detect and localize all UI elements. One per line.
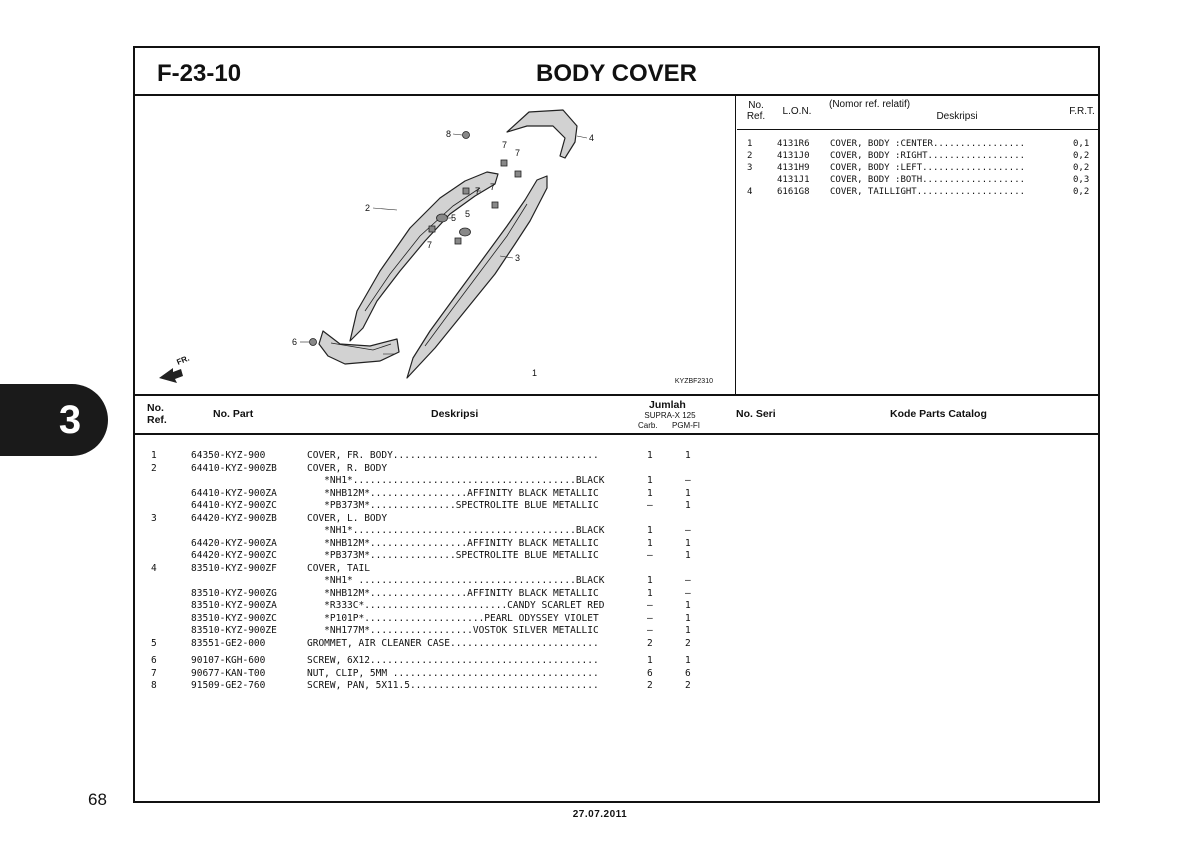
table-row: 64410-KYZ-900ZA *NHB12M*.................AFFINITY BLACK METALLIC 1 1 (191, 487, 691, 499)
table-row: 3 64420-KYZ-900ZB COVER, L. BODY (151, 512, 388, 524)
table-row: 83510-KYZ-900ZC *P101P*.....................PEARL ODYSSEY VIOLET – 1 (191, 612, 691, 624)
table-row: 64410-KYZ-900ZC *PB373M*...............SPECTROLITE BLUE METALLIC – 1 (191, 500, 691, 511)
direction-label: FR. (175, 353, 191, 367)
footer-date: 27.07.2011 (572, 809, 628, 820)
col-header-carb: Carb. (638, 421, 658, 430)
callout-7b: 7 (515, 148, 521, 158)
col-header-no-seri: No. Seri (736, 408, 776, 420)
table-row: 64420-KYZ-900ZA *NHB12M*.................AFFINITY BLACK METALLIC 1 1 (191, 537, 691, 549)
col-header-model: SUPRA-X 125 (644, 411, 696, 420)
front-direction-arrow (159, 368, 183, 383)
middle-section (135, 96, 1098, 396)
ref-header-frt: F.R.T. (1069, 106, 1095, 117)
clip-nut-7a (501, 160, 507, 166)
ref-header-desc-note: (Nomor ref. relatif) (829, 99, 911, 110)
grommet-5b (460, 228, 471, 236)
right-body-cover-shape (350, 172, 498, 341)
ref-header-desc: Deskripsi (936, 111, 978, 122)
ref-row: 2 4131J0 COVER, BODY :RIGHT.................. 0,2 (747, 151, 1090, 161)
table-row: 8 91509-GE2-760 SCREW, PAN, 5X11.5................................. 2 2 (151, 680, 691, 691)
clip-nut-7e (429, 226, 435, 232)
ref-row: 4131J1 COVER, BODY :BOTH................... 0,3 (777, 175, 1090, 185)
callout-7e: 7 (427, 240, 433, 250)
col-header-no-part: No. Part (213, 408, 254, 420)
callout-2: 2 (365, 203, 371, 213)
col-header-no-ref: No. Ref. (147, 402, 167, 426)
illustration-code: KYZBF2310 (674, 378, 713, 385)
callout-7c: 7 (475, 186, 481, 196)
ref-row: 3 4131H9 COVER, BODY :LEFT................... 0,2 (747, 163, 1090, 173)
clip-nut-7c (463, 188, 469, 194)
page-header (135, 48, 1098, 96)
clip-nut-7f (455, 238, 461, 244)
callout-3: 3 (515, 253, 521, 263)
ref-header-lon: L.O.N. (782, 106, 812, 117)
catalog-frame (133, 46, 1100, 803)
callout-7a: 7 (502, 140, 508, 150)
ref-row: 4 6161G8 COVER, TAILLIGHT.................... 0,2 (747, 187, 1090, 197)
ref-header-no-ref: No. Ref. (746, 100, 766, 122)
reference-table (737, 96, 1098, 394)
table-row: 64420-KYZ-900ZC *PB373M*...............SPECTROLITE BLUE METALLIC – 1 (191, 550, 691, 561)
table-row: 5 83551-GE2-000 GROMMET, AIR CLEANER CASE.......................... 2 2 (151, 637, 691, 649)
table-row: 83510-KYZ-900ZA *R333C*.........................CANDY SCARLET RED – 1 (191, 600, 691, 611)
table-row: 1 64350-KYZ-900 COVER, FR. BODY.................................... 1 1 (151, 450, 691, 461)
screw-8 (463, 132, 470, 139)
col-header-desc: Deskripsi (431, 408, 479, 420)
ref-row: 1 4131R6 COVER, BODY :CENTER................. 0,1 (747, 139, 1090, 149)
section-code: F-23-10 (157, 60, 242, 87)
table-row: 6 90107-KGH-600 SCREW, 6X12........................................ 1 1 (151, 655, 691, 666)
table-row: *NH1*.......................................BLACK 1 – (307, 525, 691, 536)
callout-5a: 5 (451, 213, 457, 223)
table-row: 4 83510-KYZ-900ZF COVER, TAIL (151, 562, 370, 574)
page-number: 68 (88, 790, 107, 809)
col-header-jumlah: Jumlah (649, 399, 686, 411)
callout-4: 4 (589, 133, 595, 143)
callout-7d: 7 (490, 182, 496, 192)
table-row: *NH1*.......................................BLACK 1 – (307, 475, 691, 486)
exploded-view-drawing (135, 96, 735, 394)
table-row: *NH1* ......................................BLACK 1 – (307, 575, 691, 586)
screw-6 (310, 339, 317, 346)
parts-table-header (135, 396, 1098, 435)
table-row: 83510-KYZ-900ZE *NH177M*..................VOSTOK SILVER METALLIC – 1 (191, 625, 691, 636)
col-header-kode: Kode Parts Catalog (890, 408, 987, 420)
table-row: 83510-KYZ-900ZG *NHB12M*.................AFFINITY BLACK METALLIC 1 – (191, 587, 691, 599)
clip-nut-7d (492, 202, 498, 208)
page-title: BODY COVER (536, 60, 697, 87)
callout-8: 8 (446, 129, 452, 139)
table-row: 7 90677-KAN-T00 NUT, CLIP, 5MM .................................... 6 6 (151, 667, 691, 679)
callout-1: 1 (532, 368, 538, 378)
callout-6: 6 (292, 337, 298, 347)
grommet-5a (437, 214, 448, 222)
callout-5b: 5 (465, 209, 471, 219)
col-header-pgm: PGM-FI (672, 421, 700, 430)
clip-nut-7b (515, 171, 521, 177)
section-tab: 3 (0, 384, 108, 456)
table-row: 2 64410-KYZ-900ZB COVER, R. BODY (151, 462, 388, 474)
parts-illustration (135, 96, 736, 394)
ref-header-divider (737, 129, 1098, 130)
